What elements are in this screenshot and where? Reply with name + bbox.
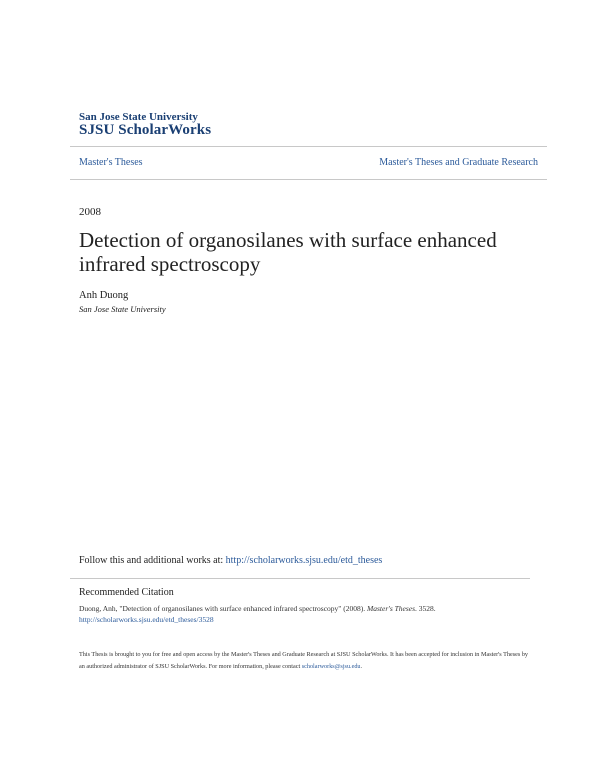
repository-name[interactable]: SJSU ScholarWorks (79, 122, 212, 138)
collection-link-graduate-research[interactable]: Master's Theses and Graduate Research (379, 157, 538, 168)
follow-line (79, 555, 382, 566)
nav-divider (70, 179, 547, 180)
citation-divider (70, 578, 530, 579)
citation-number: . 3528. (415, 604, 436, 613)
citation-series: Master's Theses (366, 604, 416, 613)
follow-link[interactable]: http://scholarworks.sjsu.edu/etd_theses (225, 555, 383, 566)
collection-link-masters-theses[interactable]: Master's Theses (79, 157, 143, 168)
recommended-citation-heading: Recommended Citation (79, 587, 174, 598)
document-title: Detection of organosilanes with surface enhanced infrared spectroscopy (79, 228, 497, 276)
university-name: San Jose State University (79, 111, 198, 123)
citation-link[interactable]: http://scholarworks.sjsu.edu/etd_theses/3528 (79, 615, 214, 624)
top-divider (70, 146, 547, 147)
author-name[interactable]: Anh Duong (79, 290, 129, 301)
citation-body: Duong, Anh, "Detection of organosilanes with surface enhanced infrared spectroscopy" (2008). (79, 604, 367, 613)
citation-text (79, 603, 529, 625)
follow-prefix: Follow this and additional works at: (79, 555, 226, 566)
author-affiliation: San Jose State University (79, 304, 166, 314)
contact-email-link[interactable]: scholarworks@sjsu.edu (301, 663, 361, 670)
notice-text: This Thesis is brought to you for free and open access by the Master's Theses and Graduate Research at SJSU ScholarWorks. It has been accepted for inclusion in Master's Theses by an authorized administrator of SJSU ScholarWorks. For more information, please contact (79, 651, 529, 670)
access-notice (79, 649, 529, 673)
notice-end: . (360, 663, 363, 670)
publication-year: 2008 (79, 206, 101, 218)
